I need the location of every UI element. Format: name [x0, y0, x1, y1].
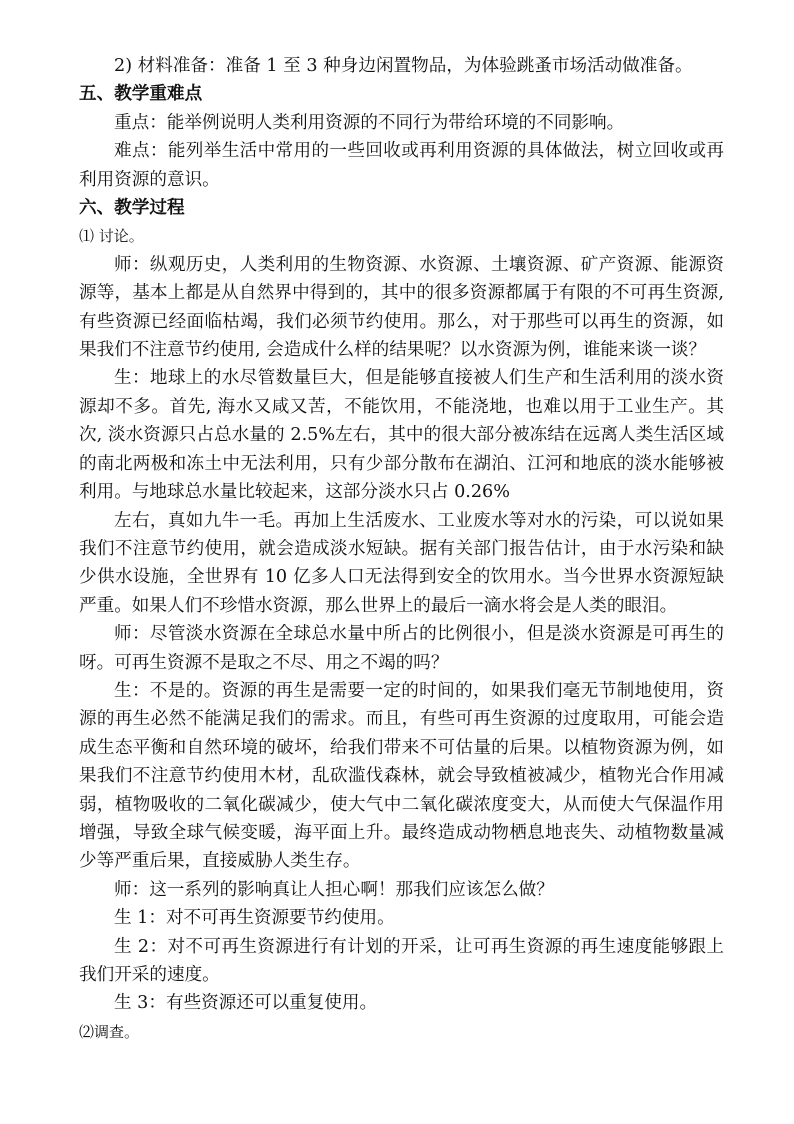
student-paragraph-2: 生：不是的。资源的再生是需要一定的时间的，如果我们毫无节制地使用，资源的再生必然不能满足我们的需求。而且，有些可再生资源的过度取用，可能会造成生态平衡和自然环境的破坏，给我们带来不可估量的后果。以植物资源为例，如果我们不注意节约使用木材，乱砍滥伐森林，就会导致植被减少，植物光合作用减弱，植物吸收的二氧化碳减少，使大气中二氧化碳浓度变大，从而使大气保温作用增强，导致全球气候变暖，海平面上升。最终造成动物栖息地丧失、动植物数量减少等严重后果，直接威胁人类生存。	[79, 680, 724, 872]
subheading-survey: ⑵调查。	[79, 1022, 140, 1041]
student-1-answer: 生 1：对不可再生资源要节约使用。	[114, 908, 395, 929]
student-paragraph-1-continued: 左右，真如九牛一毛。再加上生活废水、工业废水等对水的污染，可以说如果我们不注意节约使用，就会造成淡水短缺。据有关部门报告估计，由于水污染和缺少供水设施，全世界有 10 亿多人口无法得到安全的饮用水。当今世界水资源短缺严重。如果人们不珍惜水资源，那么世界上的最后一滴水将会是人类的眼泪。	[79, 510, 724, 616]
difficult-point-paragraph: 难点：能列举生活中常用的一些回收或再利用资源的具体做法，树立回收或再利用资源的意识。	[79, 141, 724, 190]
section-heading-teaching-process: 六、教学过程	[79, 198, 185, 219]
teacher-paragraph-1: 师：纵观历史，人类利用的生物资源、水资源、土壤资源、矿产资源、能源资源等，基本上都是从自然界中得到的，其中的很多资源都属于有限的不可再生资源, 有些资源已经面临枯竭，我们必须节约使用。那么，对于那些可以再生的资源，如果我们不注意节约使用, 会造成什么样的结果呢？以水资源为例，谁能来谈一谈？	[79, 254, 724, 361]
key-point-paragraph: 重点：能举例说明人类利用资源的不同行为带给环境的不同影响。	[114, 112, 625, 133]
student-3-answer: 生 3：有些资源还可以重复使用。	[114, 993, 378, 1014]
teacher-paragraph-2: 师：尽管淡水资源在全球总水量中所占的比例很小，但是淡水资源是可再生的呀。可再生资源不是取之不尽、用之不竭的吗？	[79, 624, 724, 673]
student-paragraph-1: 生：地球上的水尽管数量巨大，但是能够直接被人们生产和生活利用的淡水资源却不多。首先, 海水又咸又苦，不能饮用，不能浇地，也难以用于工业生产。其次, 淡水资源只占总水量的 2.5%左右，其中的很大部分被冻结在远离人类生活区域的南北两极和冻土中无法利用，只有少部分散布在湖泊、江河和地底的淡水能够被利用。与地球总水量比较起来，这部分淡水只占 0.26%	[79, 368, 724, 503]
student-2-answer: 生 2：对不可再生资源进行有计划的开采，让可再生资源的再生速度能够跟上我们开采的速度。	[79, 936, 724, 985]
teacher-paragraph-3: 师：这一系列的影响真让人担心啊！那我们应该怎么做？	[114, 879, 554, 900]
materials-paragraph: 2) 材料准备：准备 1 至 3 种身边闲置物品，为体验跳蚤市场活动做准备。	[114, 56, 693, 76]
subheading-discussion: ⑴ 讨论。	[79, 227, 144, 246]
document-page	[79, 52, 724, 1046]
section-heading-key-points: 五、教学重难点	[79, 84, 203, 105]
